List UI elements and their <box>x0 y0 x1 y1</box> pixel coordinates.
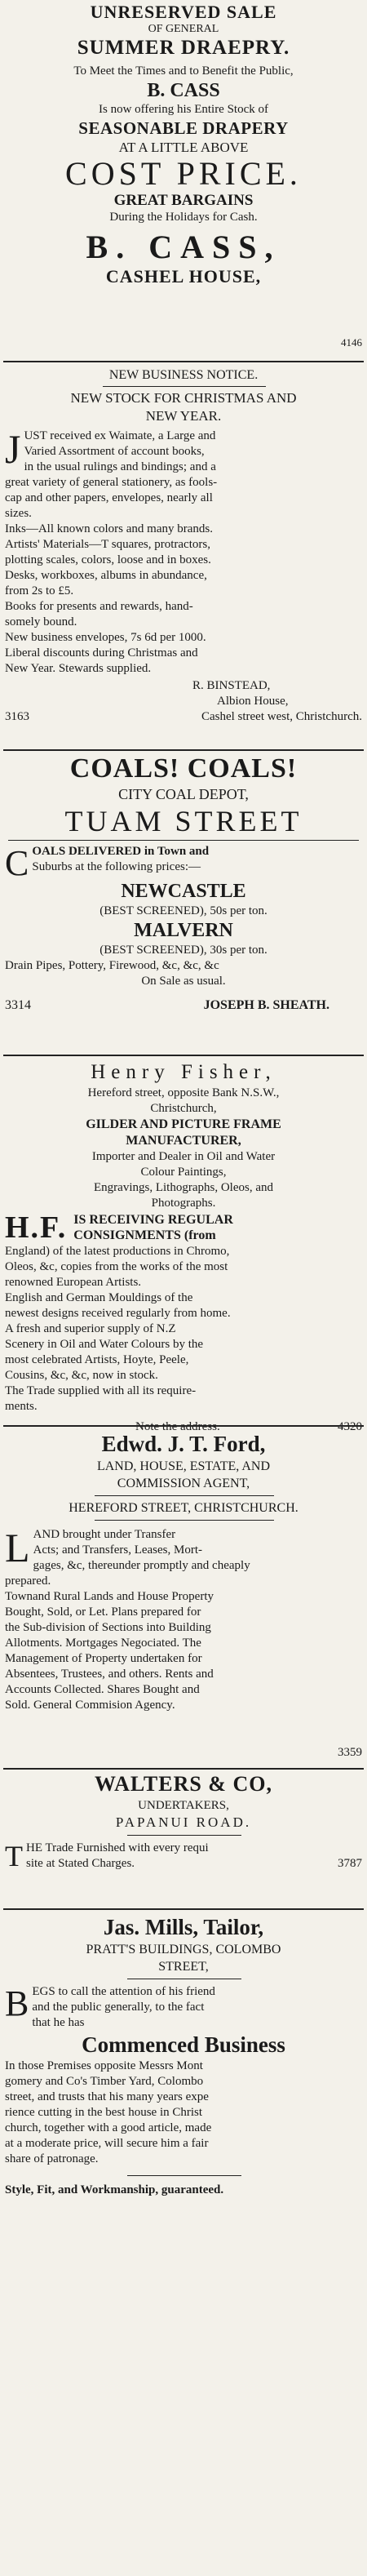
fisher-name: Henry Fisher, <box>91 1061 276 1083</box>
coal-dropcap: C <box>5 843 29 883</box>
mills-footer: Style, Fit, and Workmanship, guaranteed. <box>5 2183 224 2196</box>
coal-intro <box>5 843 362 883</box>
body-line: English and German Mouldings of the <box>5 1291 193 1304</box>
walters-line-2: PAPANUI ROAD. <box>115 1814 252 1830</box>
ford-advertisement <box>0 1430 367 1759</box>
binstead-body-lines <box>5 426 362 677</box>
fisher-note: Note the address. <box>135 1420 220 1433</box>
mills-name: Jas. Mills, Tailor, <box>103 1915 264 1939</box>
body-line: church, together with a good article, made <box>5 2121 212 2134</box>
cass-heading-sale: UNRESERVED SALE <box>90 2 277 22</box>
body-line: Oleos, &c, copies from the works of the most <box>5 1260 228 1273</box>
body-line: renowned European Artists. <box>5 1276 142 1289</box>
ford-line-2: COMMISSION AGENT, <box>117 1477 250 1490</box>
cass-ref: 4146 <box>341 336 362 349</box>
divider <box>3 1425 364 1427</box>
cass-heading-general: OF GENERAL <box>148 23 219 35</box>
mills-intro-3: that he has <box>32 2016 85 2029</box>
cass-offer: Is now offering his Entire Stock of <box>98 103 269 116</box>
body-line: Liberal discounts during Christmas and <box>5 646 198 660</box>
body-line: Townand Rural Lands and House Property <box>5 1590 214 1603</box>
fisher-receiving-2: CONSIGNMENTS (from <box>73 1228 216 1242</box>
coal-street: TUAM STREET <box>64 805 303 837</box>
body-line: cap and other papers, envelopes, nearly all <box>5 491 213 504</box>
body-line: somely bound. <box>5 615 77 628</box>
divider <box>8 840 359 841</box>
ford-name: Edwd. J. T. Ford, <box>101 1432 266 1456</box>
mills-headline: Commenced Business <box>82 2032 285 2057</box>
body-line: at a moderate price, will secure him a fair <box>5 2137 209 2150</box>
body-line: In those Premises opposite Messrs Mont <box>5 2059 203 2072</box>
ford-body <box>5 1527 362 1713</box>
divider <box>95 1495 274 1496</box>
cass-advertisement <box>0 2 367 349</box>
coal-intro-1: OALS DELIVERED in Town and <box>32 845 210 858</box>
coal-newcastle: NEWCASTLE <box>121 881 246 902</box>
fisher-line-1: Hereford street, opposite Bank N.S.W., <box>87 1086 280 1099</box>
walters-name: WALTERS & CO, <box>95 1772 272 1796</box>
binstead-ref: 3163 <box>5 710 29 723</box>
binstead-headline-1: NEW STOCK FOR CHRISTMAS AND <box>70 390 297 406</box>
ford-body-lines <box>5 1527 362 1713</box>
body-line: gages, &c, thereunder promptly and cheaply <box>33 1559 250 1572</box>
body-line: in the usual rulings and bindings; and a <box>24 460 216 473</box>
coal-intro-2: Suburbs at the following prices:— <box>32 860 201 873</box>
fisher-ref: 4320 <box>338 1420 362 1433</box>
walters-body-2: site at Stated Charges. <box>26 1857 135 1870</box>
binstead-dropcap: J <box>5 426 21 472</box>
body-line: the Sub-division of Sections into Building <box>5 1621 211 1634</box>
body-line: newest designs received regularly from home. <box>5 1307 231 1320</box>
cass-holidays: During the Holidays for Cash. <box>109 211 258 224</box>
ford-line-3: HEREFORD STREET, CHRISTCHURCH. <box>69 1501 298 1515</box>
sheath-name: JOSEPH B. SHEATH. <box>203 998 329 1012</box>
walters-line-1: UNDERTAKERS, <box>138 1799 229 1812</box>
body-line: rience cutting in the best house in Christ <box>5 2106 203 2119</box>
body-line: ments. <box>5 1400 38 1413</box>
cass-bargains: GREAT BARGAINS <box>113 192 254 209</box>
divider <box>3 1055 364 1056</box>
ford-line-1: LAND, HOUSE, ESTATE, AND <box>96 1459 271 1473</box>
body-line: share of patronage. <box>5 2152 99 2165</box>
body-line: Allotments. Mortgages Negociated. The <box>5 1637 201 1650</box>
body-line: Acts; and Transfers, Leases, Mort- <box>33 1543 203 1557</box>
binstead-headline-2: NEW YEAR. <box>145 408 222 424</box>
cass-above: AT A LITTLE ABOVE <box>118 140 249 155</box>
cass-seasonable: SEASONABLE DRAPERY <box>78 118 289 138</box>
binstead-signature: R. BINSTEAD, <box>192 679 271 692</box>
binstead-house: Albion House, <box>217 695 289 708</box>
body-line: UST received ex Waimate, a Large and <box>24 429 216 442</box>
mills-intro-2: and the public generally, to the fact <box>32 2001 205 2014</box>
body-line: street, and trusts that his many years expe <box>5 2090 209 2103</box>
walters-advertisement <box>0 1771 367 1872</box>
body-line: Books for presents and rewards, hand- <box>5 600 193 613</box>
body-line: Sold. General Commision Agency. <box>5 1699 175 1712</box>
body-line: New business envelopes, 7s 6d per 1000. <box>5 631 206 644</box>
binstead-body <box>5 426 362 677</box>
mills-intro-1: EGS to call the attention of his friend <box>32 1985 215 1998</box>
body-line: Inks—All known colors and many brands. <box>5 522 213 535</box>
sheath-ref: 3314 <box>5 998 31 1012</box>
fisher-line-5: Importer and Dealer in Oil and Water <box>91 1150 276 1163</box>
coal-extra-1: Drain Pipes, Pottery, Firewood, &c, &c, &c <box>5 959 219 972</box>
coal-malvern: MALVERN <box>134 920 233 941</box>
body-line: most celebrated Artists, Hoyte, Peele, <box>5 1353 189 1366</box>
fisher-line-4: MANUFACTURER, <box>126 1134 241 1148</box>
body-line: Desks, workboxes, albums in abundance, <box>5 569 207 582</box>
binstead-notice: NEW BUSINESS NOTICE. <box>108 368 259 382</box>
body-line: sizes. <box>5 507 32 520</box>
divider <box>127 1835 241 1836</box>
body-line: Cousins, &c, &c, now in stock. <box>5 1369 158 1382</box>
fisher-line-7: Engravings, Lithographs, Oleos, and <box>94 1181 273 1194</box>
fisher-line-8: Photographs. <box>151 1197 216 1210</box>
divider <box>3 361 364 362</box>
coal-depot: CITY COAL DEPOT, <box>118 786 249 802</box>
walters-dropcap: T <box>5 1840 23 1872</box>
cass-address: CASHEL HOUSE, <box>105 266 262 286</box>
divider <box>127 2175 241 2176</box>
fisher-advertisement <box>0 1059 367 1435</box>
binstead-advertisement <box>0 367 367 725</box>
binstead-footer <box>5 709 362 725</box>
body-line: gomery and Co's Timber Yard, Colombo <box>5 2075 204 2088</box>
cass-name: B. CASS <box>147 80 220 101</box>
body-line: AND brought under Transfer <box>33 1528 176 1541</box>
mills-body-lines <box>5 2059 362 2167</box>
divider <box>95 1520 274 1521</box>
body-line: England) of the latest productions in Chromo, <box>5 1245 230 1258</box>
fisher-line-3: GILDER AND PICTURE FRAME <box>86 1117 281 1131</box>
cass-intro: To Meet the Times and to Benefit the Public, <box>73 64 294 78</box>
body-line: Accounts Collected. Shares Bought and <box>5 1683 200 1696</box>
mills-intro <box>5 1984 362 2031</box>
cass-name-large: B. CASS, <box>86 229 281 265</box>
body-line: Artists' Materials—T squares, protractors, <box>5 538 210 551</box>
divider <box>3 749 364 751</box>
coals-headline: COALS! COALS! <box>69 753 298 784</box>
mills-line-2: STREET, <box>158 1960 209 1974</box>
body-line: A fresh and superior supply of N.Z <box>5 1322 176 1335</box>
mills-dropcap: B <box>5 1983 29 2023</box>
divider <box>3 1768 364 1770</box>
body-line: from 2s to £5. <box>5 584 74 597</box>
mills-advertisement <box>0 1913 367 2198</box>
coal-newcastle-price: (BEST SCREENED), 50s per ton. <box>99 904 268 917</box>
fisher-line-2: Christchurch, <box>150 1102 217 1115</box>
ford-ref: 3359 <box>338 1746 362 1759</box>
sheath-advertisement <box>0 753 367 1014</box>
coal-extra-2: On Sale as usual. <box>141 975 226 988</box>
body-line: prepared. <box>5 1574 51 1588</box>
body-line: The Trade supplied with all its require- <box>5 1384 197 1397</box>
body-line: Management of Property undertaken for <box>5 1652 202 1665</box>
walters-body <box>5 1841 362 1872</box>
fisher-body-lines <box>5 1244 362 1415</box>
body-line: plotting scales, colors, loose and in boxes. <box>5 553 211 566</box>
fisher-line-6: Colour Paintings, <box>140 1166 227 1179</box>
sheath-footer <box>5 997 362 1014</box>
body-line: Scenery in Oil and Water Colours by the <box>5 1338 204 1351</box>
body-line: great variety of general stationery, as fools- <box>5 476 218 489</box>
cass-heading-drapery: SUMMER DRAEPRY. <box>77 37 290 59</box>
binstead-street: Cashel street west, Christchurch. <box>201 710 362 723</box>
body-line: Varied Assortment of account books, <box>24 445 205 458</box>
body-line: Absentees, Trustees, and others. Rents and <box>5 1668 214 1681</box>
walters-body-1: HE Trade Furnished with every requi <box>26 1841 209 1854</box>
fisher-receiving-1: IS RECEIVING REGULAR <box>73 1213 233 1227</box>
body-line: Bought, Sold, or Let. Plans prepared for <box>5 1606 201 1619</box>
body-line: New Year. Stewards supplied. <box>5 662 152 675</box>
walters-body-2-row <box>26 1856 362 1872</box>
coal-malvern-price: (BEST SCREENED), 30s per ton. <box>99 944 268 957</box>
fisher-receiving <box>5 1211 362 1244</box>
cass-cost-price: COST PRICE. <box>65 157 302 191</box>
divider <box>3 1908 364 1910</box>
mills-line-1: PRATT'S BUILDINGS, COLOMBO <box>86 1943 281 1956</box>
walters-ref: 3787 <box>338 1857 362 1870</box>
divider <box>103 386 266 387</box>
ford-dropcap: L <box>5 1525 30 1570</box>
fisher-initials: H.F. <box>5 1210 68 1245</box>
